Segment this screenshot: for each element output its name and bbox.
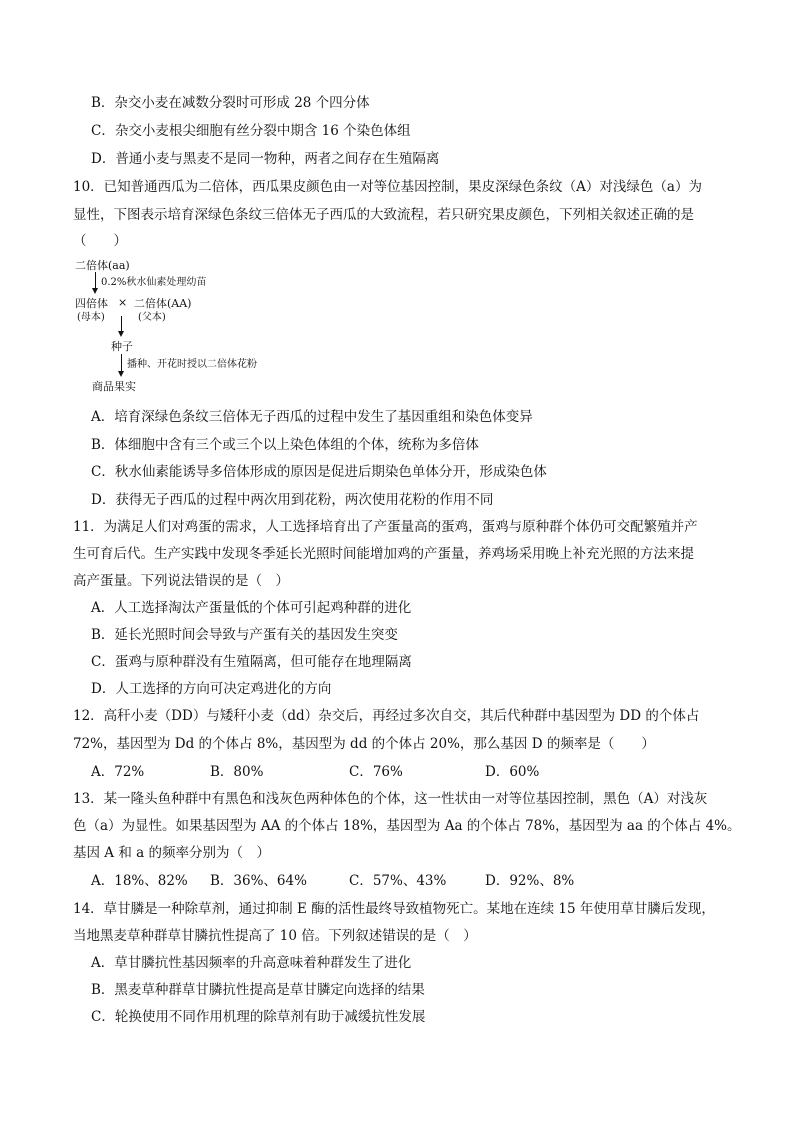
diagram-cross-symbol: × [118,296,128,309]
q9-option-d: D．普通小麦与黑麦不是同一物种，两者之间存在生殖隔离 [91,151,440,167]
diagram-arrow-1 [95,272,96,289]
q12-option-b: B．80% [210,764,264,780]
q13-stem-line3: 基因 A 和 a 的频率分别为（ ） [73,845,270,861]
q11-option-d: D．人工选择的方向可决定鸡进化的方向 [91,681,332,697]
q11-option-c: C．蛋鸡与原种群没有生殖隔离，但可能存在地理隔离 [91,654,412,670]
q13-option-d: D．92%、8% [485,873,575,889]
q10-option-b: B．体细胞中含有三个或三个以上染色体组的个体，统称为多倍体 [91,437,479,453]
arrowhead-icon [118,371,124,377]
q10-stem-line2: 显性，下图表示培育深绿色条纹三倍体无子西瓜的大致流程，若只研究果皮颜色，下列相关叙述正确的是 [73,207,694,223]
diagram-tetraploid: 四倍体 [75,297,108,310]
q11-stem-line3: 高产蛋量。下列说法错误的是（ ） [73,573,289,589]
diagram-father-label: (父本) [138,312,166,323]
q13-option-c: C．57%、43% [349,873,447,889]
q9-option-c: C．杂交小麦根尖细胞有丝分裂中期含 16 个染色体组 [91,123,411,139]
diagram-mother-label: (母本) [77,312,105,323]
q11-stem-line1: 11．为满足人们对鸡蛋的需求，人工选择培育出了产蛋量高的蛋鸡，蛋鸡与原种群个体仍可交配繁殖并产 [73,519,698,535]
q14-option-a: A．草甘膦抗性基因频率的升高意味着种群发生了进化 [91,955,412,971]
q12-stem-line2: 72%，基因型为 Dd 的个体占 8%，基因型为 dd 的个体占 20%，那么基因 D 的频率是（ ） [73,736,655,752]
q13-options-row [0,872,794,890]
q13-stem-line2: 色（a）为显性。如果基因型为 AA 的个体占 18%，基因型为 Aa 的个体占 78%，基因型为 aa 的个体占 4%。 [73,818,741,834]
q10-stem-line3: （ ） [73,233,127,249]
q12-options-row [0,763,794,781]
diagram-step1-colchicine: 0.2%秋水仙素处理幼苗 [101,277,207,288]
diagram-commercial-fruit: 商品果实 [92,380,136,393]
q10-option-d: D．获得无子西瓜的过程中两次用到花粉，两次使用花粉的作用不同 [91,492,494,508]
q12-stem-line1: 12．高秆小麦（DD）与矮秆小麦（dd）杂交后，再经过多次自交，其后代种群中基因型为 DD 的个体占 [73,708,700,724]
q14-option-c: C．轮换使用不同作用机理的除草剂有助于减缓抗性发展 [91,1009,426,1025]
q13-option-a: A．18%、82% [91,873,188,889]
q13-stem-line1: 13．某一隆头鱼种群中有黑色和浅灰色两种体色的个体，这一性状由一对等位基因控制，黑色（A）对浅灰 [73,791,708,807]
diagram-step2-pollination: 播种、开花时授以二倍体花粉 [127,359,257,370]
diagram-seed: 种子 [111,340,133,353]
q13-option-b: B．36%、64% [210,873,307,889]
diagram-start-diploid-aa: 二倍体(aa) [75,259,130,272]
q14-option-b: B．黑麦草种群草甘膦抗性提高是草甘膦定向选择的结果 [91,982,425,998]
diagram-arrow-2 [121,316,122,332]
q10-option-c: C．秋水仙素能诱导多倍体形成的原因是促进后期染色单体分开，形成染色体 [91,464,547,480]
q12-option-a: A．72% [91,764,145,780]
q11-option-a: A．人工选择淘汰产蛋量低的个体可引起鸡种群的进化 [91,600,412,616]
diagram-arrow-3 [121,354,122,372]
q10-option-a: A．培育深绿色条纹三倍体无子西瓜的过程中发生了基因重组和染色体变异 [91,409,533,425]
q10-stem-line1: 10．已知普通西瓜为二倍体，西瓜果皮颜色由一对等位基因控制，果皮深绿色条纹（A）对浅绿色（a）为 [73,179,702,195]
arrowhead-icon [118,331,124,337]
diagram-diploid-aa-father: 二倍体(AA) [134,297,192,310]
q11-stem-line2: 生可育后代。生产实践中发现冬季延长光照时间能增加鸡的产蛋量，养鸡场采用晚上补充光照的方法来提 [73,546,694,562]
q11-option-b: B．延长光照时间会导致与产蛋有关的基因发生突变 [91,627,398,643]
arrowhead-icon [92,288,98,294]
q14-stem-line2: 当地黑麦草种群草甘膦抗性提高了 10 倍。下列叙述错误的是（ ） [73,928,477,944]
q14-stem-line1: 14．草甘膦是一种除草剂，通过抑制 E 酶的活性最终导致植物死亡。某地在连续 15 年使用草甘膦后发现， [73,901,715,917]
q12-option-d: D．60% [485,764,540,780]
q12-option-c: C．76% [349,764,403,780]
q9-option-b: B．杂交小麦在减数分裂时可形成 28 个四分体 [91,95,370,111]
